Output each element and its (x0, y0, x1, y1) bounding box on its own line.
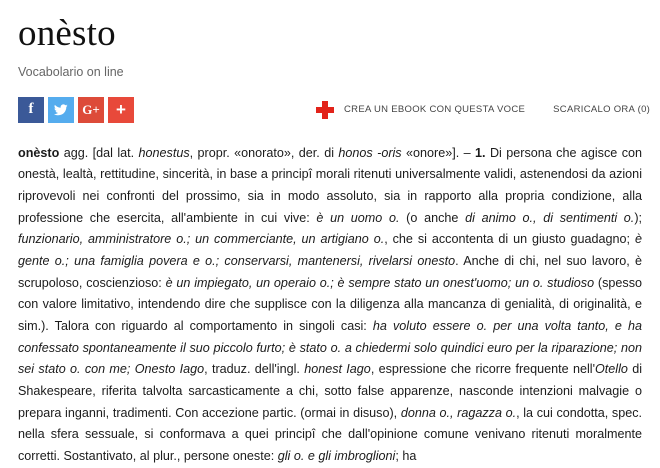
entry-etym-end: «onore»]. – (401, 145, 476, 160)
entry-example-4: è gente o.; una famiglia povera e o.; conservarsi, mantenersi, rivelarsi onesto (18, 232, 642, 268)
create-ebook-link[interactable]: CREA UN EBOOK CON QUESTA VOCE (344, 104, 526, 116)
entry-text-2: (o anche (399, 210, 466, 225)
page-title: onèsto (18, 13, 116, 54)
entry-etym-mid: , propr. «onorato», der. di (189, 145, 339, 160)
facebook-icon[interactable]: f (18, 97, 44, 123)
entry-pos: agg. (63, 145, 89, 160)
social-buttons (18, 97, 134, 123)
entry-text-8: , espressione che ricorre frequente nell' (370, 362, 595, 377)
twitter-icon[interactable] (48, 97, 74, 123)
entry-body (18, 143, 642, 468)
entry-headword: onèsto (18, 145, 60, 160)
entry-text-6: (spesso con valore limitativo, intendendo dire che supplisce con la diligenza alla mancanza di genialità, di originalità, e sim.). Talora con riguardo al comportamento in singoli casi: (18, 275, 642, 333)
entry-text-7: , traduz. dell'ingl. (204, 362, 305, 377)
entry-etym-open: [dal lat. (92, 145, 139, 160)
ebook-promo (316, 101, 650, 119)
entry-example-2: di animo o., di sentimenti o. (465, 210, 635, 225)
entry-etym-honestus: honestus (138, 145, 190, 160)
entry-text-11: ; ha (395, 448, 417, 463)
entry-example-8: Otello (594, 362, 628, 377)
download-now-link[interactable]: SCARICALO ORA (0) (553, 104, 651, 116)
entry-text-10: , la cui condotta, spec. nella sfera sessuale, si conformava a quei principî che dall'opinione comune venivano ritenuti moralmente corretti. Sostantivato, al plur., persone oneste: (18, 405, 643, 463)
entry-sense-number: 1. (475, 145, 486, 160)
entry-text-4: , che si accontenta di un giusto guadagno; (384, 232, 635, 247)
google-plus-icon[interactable]: G+ (78, 97, 104, 123)
entry-example-7: honest Iago (304, 362, 371, 377)
entry-text-3: ); (634, 210, 643, 225)
entry-example-3: funzionario, amministratore o.; un commerciante, un artigiano o. (18, 232, 385, 247)
entry-text-5: . Anche di chi, nel suo lavoro, è scrupoloso, coscienzioso: (18, 253, 642, 290)
entry-example-5: è un impiegato, un operaio o.; è sempre stato un onest'uomo; un o. studioso (165, 275, 595, 290)
entry-example-1: è un uomo o. (316, 210, 400, 225)
dictionary-page (0, 13, 660, 463)
entry-example-10: gli o. e gli imbroglioni (277, 448, 396, 463)
page-subtitle: Vocabolario on line (18, 64, 124, 79)
more-share-icon[interactable]: + (108, 97, 134, 123)
share-toolbar (18, 95, 651, 125)
entry-example-6: ha voluto essere o. per una volta tanto, e ha confessato spontaneamente il suo piccolo furto; è stato o. a chiedermi solo quindici euro per la riparazione; non sei stato o. con me; Onesto Iago (18, 318, 642, 377)
plus-cross-icon (316, 101, 334, 119)
entry-text-9: di Shakespeare, riferita talvolta sarcasticamente a chi, sotto false apparenze, nasconde intenzioni malvagie o prepara inganni, tradimenti. Con accezione partic. (ormai in disuso), (18, 362, 642, 420)
entry-etym-honos: honos -oris (338, 145, 402, 160)
entry-example-9: donna o., ragazza o. (400, 405, 517, 420)
entry-text-1: Di persona che agisce con onestà, lealtà, rettitudine, sincerità, in base a principî morali ritenuti universalmente validi, astenendosi da azioni riprovevoli nei confronti del prossimo, sia in modo assoluto, sia in rapporto alla propria condizione, alla professione che esercita, all'ambiente in cui vive: (18, 145, 642, 225)
